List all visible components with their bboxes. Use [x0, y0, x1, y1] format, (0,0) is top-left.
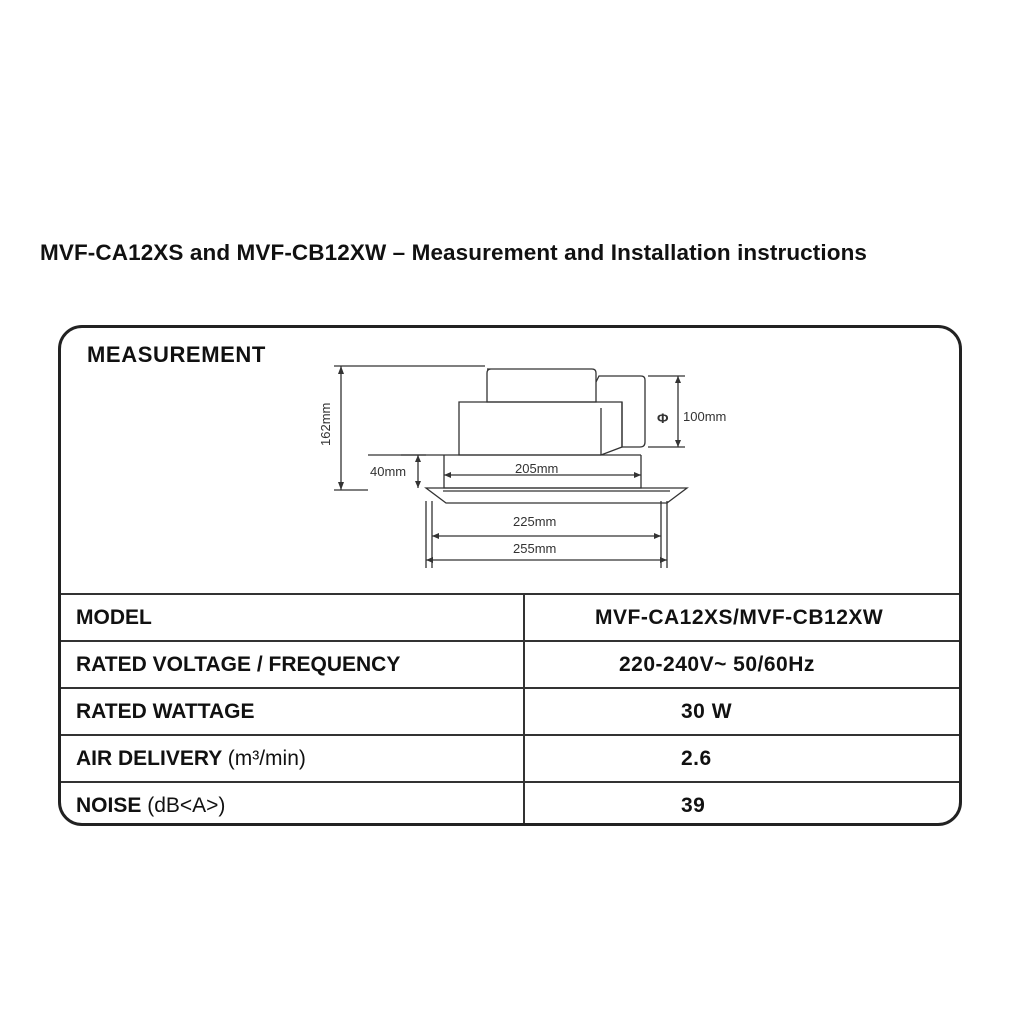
grille — [426, 488, 687, 503]
body-width-label: 205mm — [515, 461, 559, 476]
document-title: MVF-CA12XS and MVF-CB12XW – Measurement and Installation instructions — [40, 240, 868, 265]
inner-width-dimension-line — [432, 501, 661, 568]
spec-table — [61, 593, 959, 826]
motor-housing — [487, 369, 596, 402]
duct-diameter-label: 100mm — [683, 409, 727, 424]
spec-label-voltage: RATED VOLTAGE / FREQUENCY — [61, 641, 524, 688]
spec-value-noise: 39 — [524, 782, 959, 826]
spec-label-air-delivery: AIR DELIVERY (m³/min) — [61, 735, 524, 782]
height-dimension-line — [334, 366, 485, 490]
table-row — [61, 688, 959, 735]
spec-label-noise: NOISE (dB<A>) — [61, 782, 524, 826]
table-row — [61, 782, 959, 826]
spec-unit-noise: (dB<A>) — [147, 793, 226, 817]
total-height-label: 162mm — [318, 402, 333, 446]
grille-outer-width-label: 255mm — [513, 541, 557, 556]
spec-card — [58, 325, 962, 826]
table-row — [61, 735, 959, 782]
table-row — [61, 594, 959, 641]
grille-inner-width-label: 225mm — [513, 514, 557, 529]
fan-body — [459, 402, 622, 455]
duct-symbol: Φ — [657, 410, 669, 426]
spec-value-voltage: 220-240V~ 50/60Hz — [524, 641, 959, 688]
spec-label-wattage: RATED WATTAGE — [61, 688, 524, 735]
fan-dimension-diagram — [61, 328, 962, 593]
spec-value-wattage: 30 W — [524, 688, 959, 735]
measurement-heading: MEASUREMENT — [87, 342, 266, 367]
outer-width-dimension-line — [426, 501, 667, 568]
grille-height-label: 40mm — [370, 464, 407, 479]
spec-value-model: MVF-CA12XS/MVF-CB12XW — [524, 594, 959, 641]
table-row — [61, 641, 959, 688]
duct-collar — [596, 376, 645, 447]
spec-value-air-delivery: 2.6 — [524, 735, 959, 782]
spec-unit-air-delivery: (m³/min) — [227, 746, 306, 770]
spec-label-model: MODEL — [61, 594, 524, 641]
